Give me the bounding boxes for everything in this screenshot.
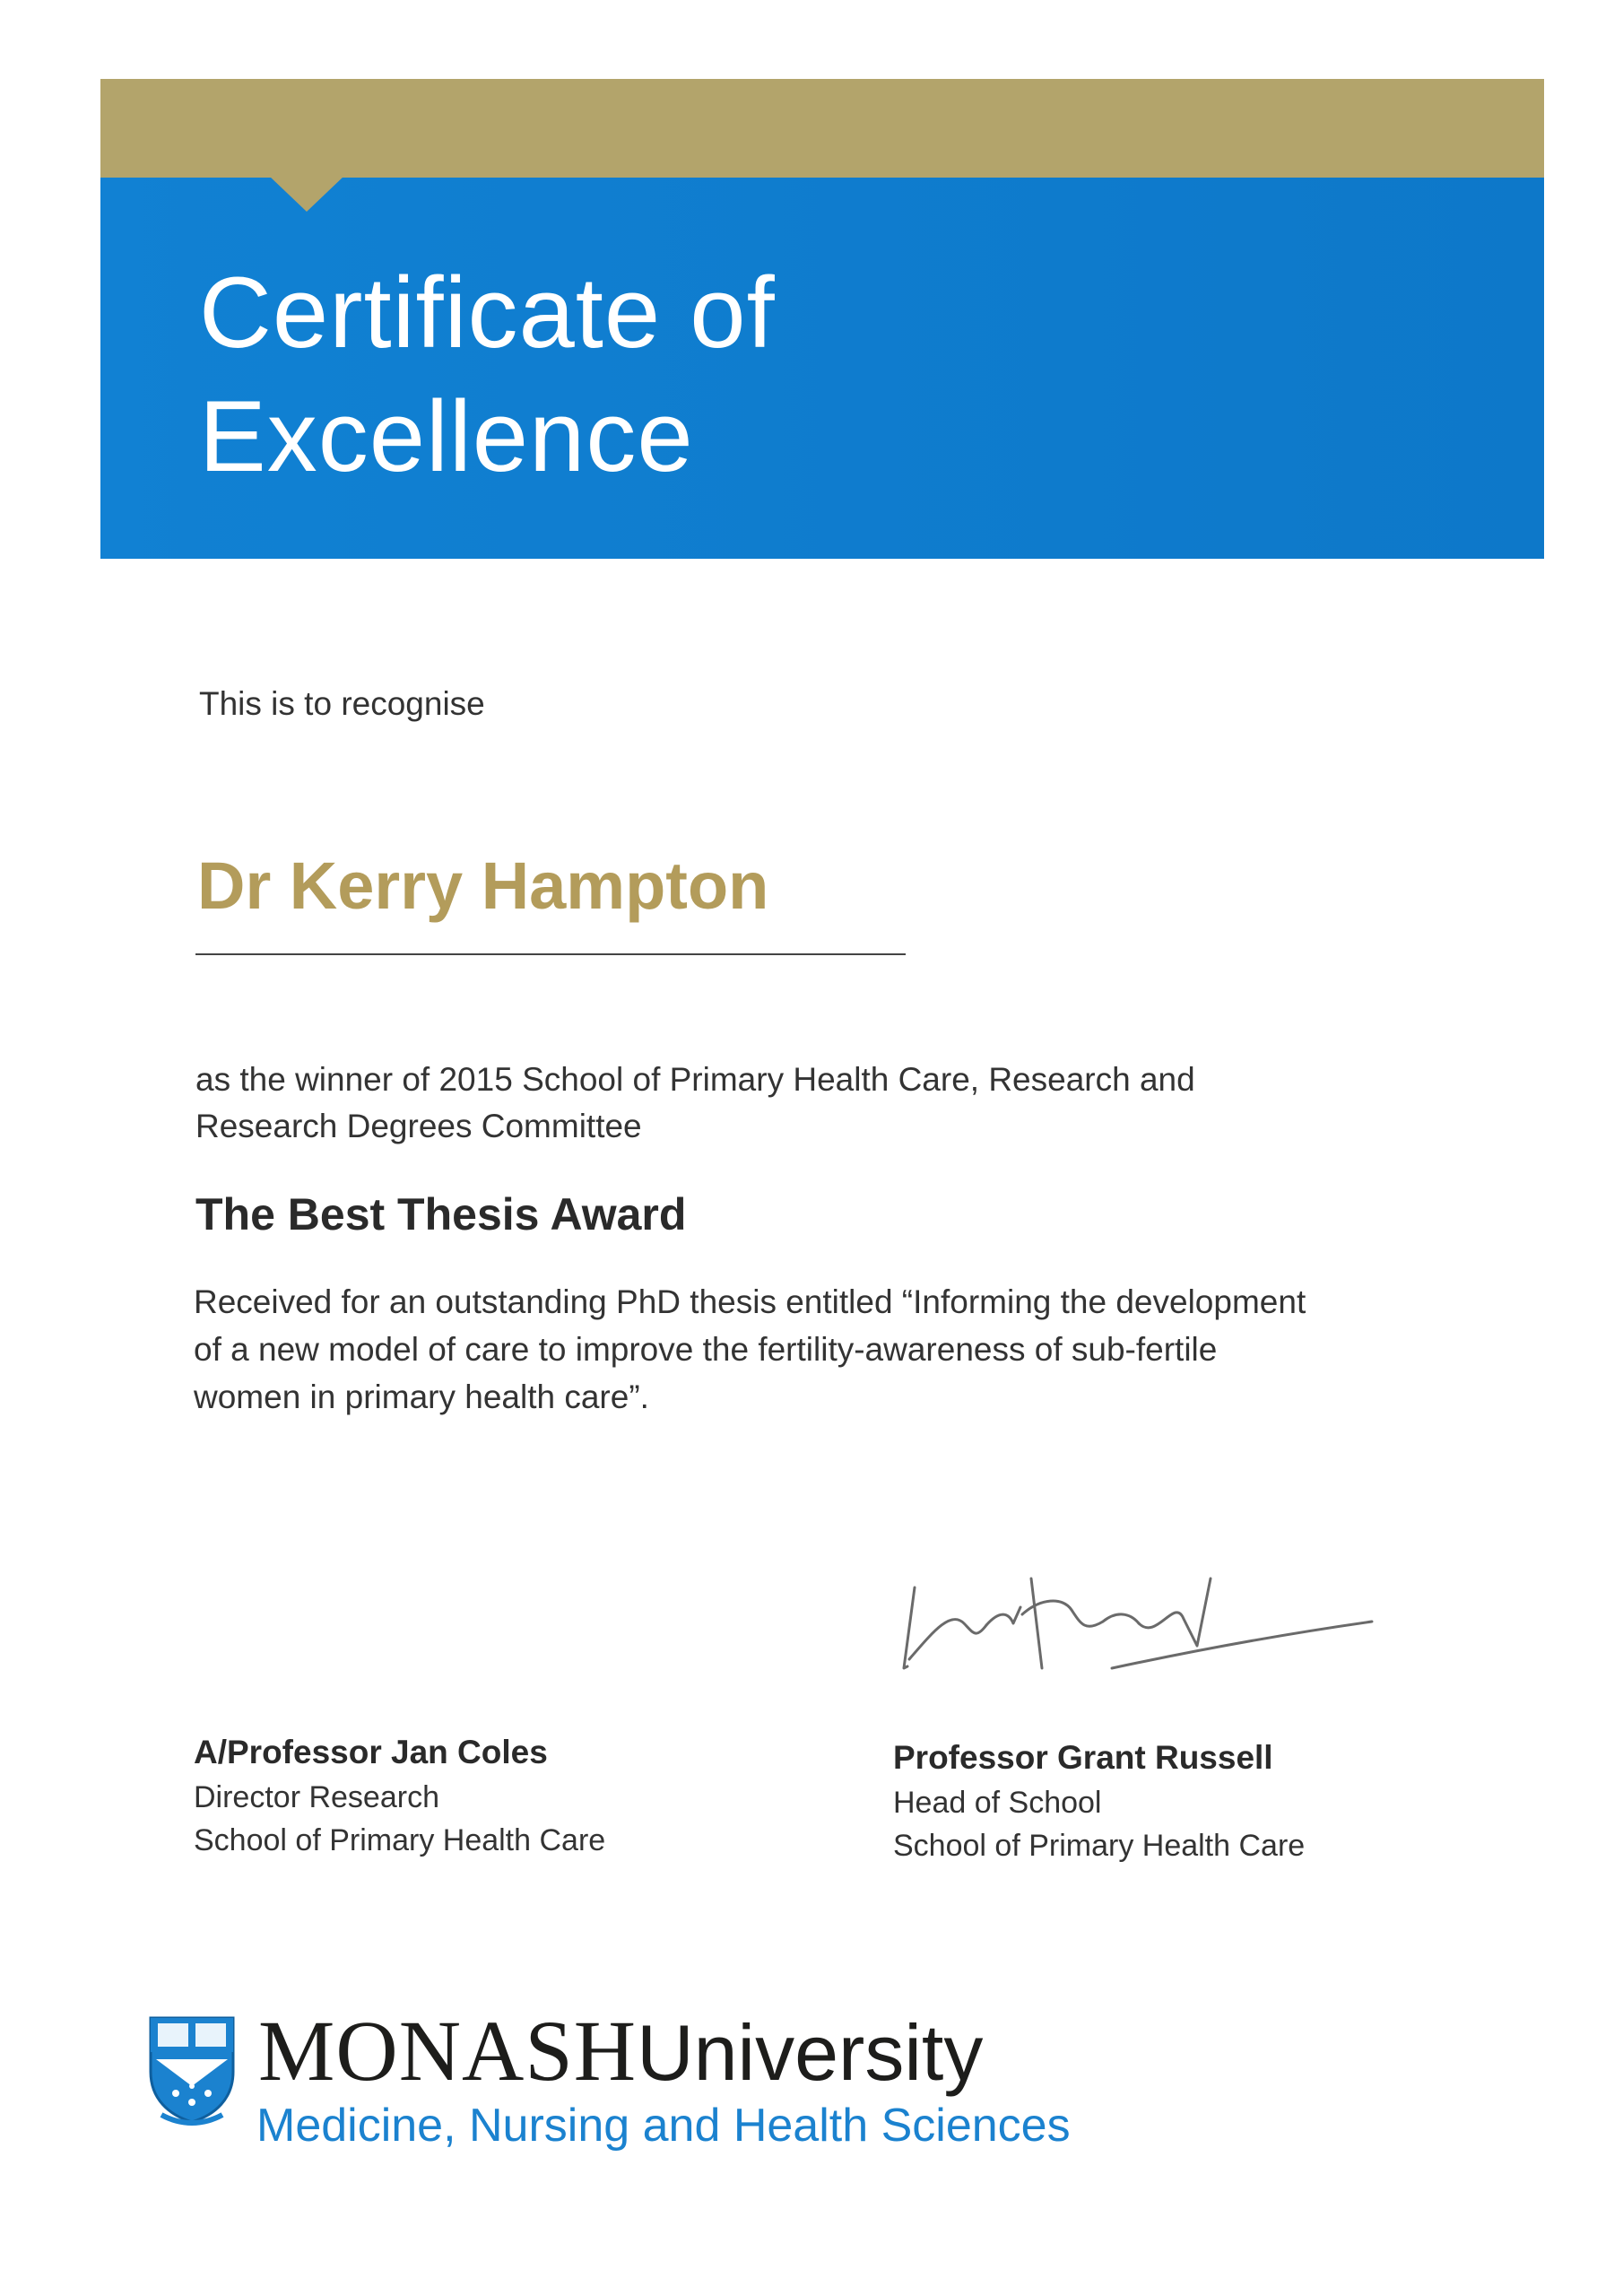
brand-monash: MONASH	[258, 2003, 638, 2099]
signatory-left-role: Director Research	[194, 1780, 439, 1814]
certificate-title-line-1: Certificate of	[199, 257, 776, 369]
faculty-name: Medicine, Nursing and Health Sciences	[256, 2100, 1071, 2152]
signatory-left-name: A/Professor Jan Coles	[194, 1734, 548, 1770]
brand-university: University	[637, 2008, 984, 2097]
certificate-title-line-2: Excellence	[199, 380, 694, 492]
thesis-description-line-3: women in primary health care”.	[194, 1378, 649, 1415]
award-title: The Best Thesis Award	[195, 1189, 687, 1239]
gold-header-band	[100, 79, 1544, 178]
thesis-description-line-1: Received for an outstanding PhD thesis entitled “Informing the development	[194, 1283, 1306, 1320]
winner-statement	[195, 1057, 1361, 1150]
gold-notch-marker	[269, 176, 344, 212]
signatory-right-role: Head of School	[893, 1786, 1102, 1820]
monash-crest-icon	[145, 2009, 239, 2126]
recipient-underline	[195, 953, 906, 955]
signatory-left-school: School of Primary Health Care	[194, 1823, 606, 1857]
certificate-title	[199, 251, 776, 499]
signatory-left	[194, 1731, 605, 1862]
signatory-right-name: Professor Grant Russell	[893, 1739, 1273, 1776]
monash-university-wordmark	[258, 2002, 983, 2102]
thesis-description	[194, 1278, 1449, 1421]
recipient-name: Dr Kerry Hampton	[197, 848, 769, 923]
handwritten-signature	[888, 1525, 1390, 1704]
signatory-right	[893, 1736, 1305, 1867]
winner-statement-line-2: Research Degrees Committee	[195, 1108, 642, 1144]
recognise-intro: This is to recognise	[199, 685, 485, 722]
signatory-right-school: School of Primary Health Care	[893, 1829, 1306, 1863]
thesis-description-line-2: of a new model of care to improve the fertility-awareness of sub-fertile	[194, 1331, 1218, 1368]
winner-statement-line-1: as the winner of 2015 School of Primary Health Care, Research and	[195, 1061, 1195, 1098]
